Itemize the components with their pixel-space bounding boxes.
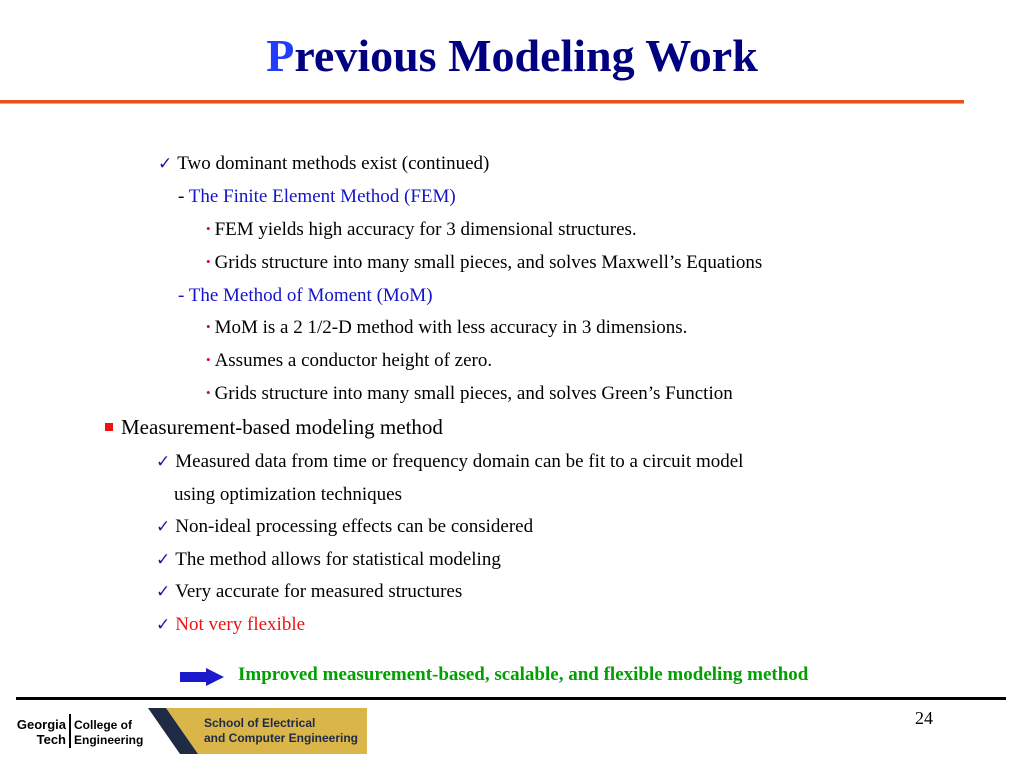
title-first-letter: P <box>266 30 295 81</box>
list-item: ✓ Not very flexible <box>156 614 306 635</box>
list-item: • Grids structure into many small pieces, and solves Maxwell’s Equations <box>206 252 763 273</box>
logo-engineering: Engineering <box>74 733 144 747</box>
logo-college: College of <box>74 718 133 732</box>
check-icon: ✓ <box>156 517 171 536</box>
list-item: • FEM yields high accuracy for 3 dimensional structures. <box>206 219 637 240</box>
logo-school-line2: and Computer Engineering <box>204 731 359 745</box>
check-icon: ✓ <box>156 452 171 471</box>
footer-divider <box>16 697 1006 700</box>
title-rest: revious Modeling Work <box>294 30 758 81</box>
list-item: ✓ Measured data from time or frequency domain can be fit to a circuit model <box>156 451 744 472</box>
logo-georgia: Georgia <box>16 717 66 732</box>
conclusion-text: Improved measurement-based, scalable, and flexible modeling method <box>238 664 809 685</box>
list-item: • MoM is a 2 1/2-D method with less accuracy in 3 dimensions. <box>206 317 688 338</box>
check-icon: ✓ <box>158 154 173 173</box>
list-item: - The Finite Element Method (FEM) <box>178 186 456 207</box>
bullet-dot-icon: • <box>206 319 211 334</box>
list-item: • Grids structure into many small pieces, and solves Green’s Function <box>206 383 733 404</box>
page-number: 24 <box>915 708 933 728</box>
list-item: ✓ The method allows for statistical modeling <box>156 549 501 570</box>
bullet-dot-icon: • <box>206 385 211 400</box>
list-item: ✓ Very accurate for measured structures <box>156 581 463 602</box>
bullet-dot-icon: • <box>206 352 211 367</box>
list-item: • Assumes a conductor height of zero. <box>206 350 493 371</box>
list-item: ✓ Non-ideal processing effects can be considered <box>156 516 534 537</box>
list-item: ✓ Two dominant methods exist (continued) <box>158 153 490 174</box>
check-icon: ✓ <box>156 550 171 569</box>
right-arrow-icon <box>180 668 224 686</box>
slide-title <box>0 26 1024 86</box>
logo-tech: Tech <box>36 732 66 747</box>
check-icon: ✓ <box>156 615 171 634</box>
list-item: Measurement-based modeling method <box>105 415 443 439</box>
title-divider <box>0 100 964 104</box>
list-item: - The Method of Moment (MoM) <box>178 285 433 306</box>
red-square-bullet-icon <box>105 423 113 431</box>
bullet-dot-icon: • <box>206 254 211 269</box>
check-icon: ✓ <box>156 582 171 601</box>
georgia-tech-logo <box>16 706 367 756</box>
logo-school-line1: School of Electrical <box>204 716 316 730</box>
bullet-dot-icon: • <box>206 221 211 236</box>
list-item: using optimization techniques <box>174 484 402 505</box>
